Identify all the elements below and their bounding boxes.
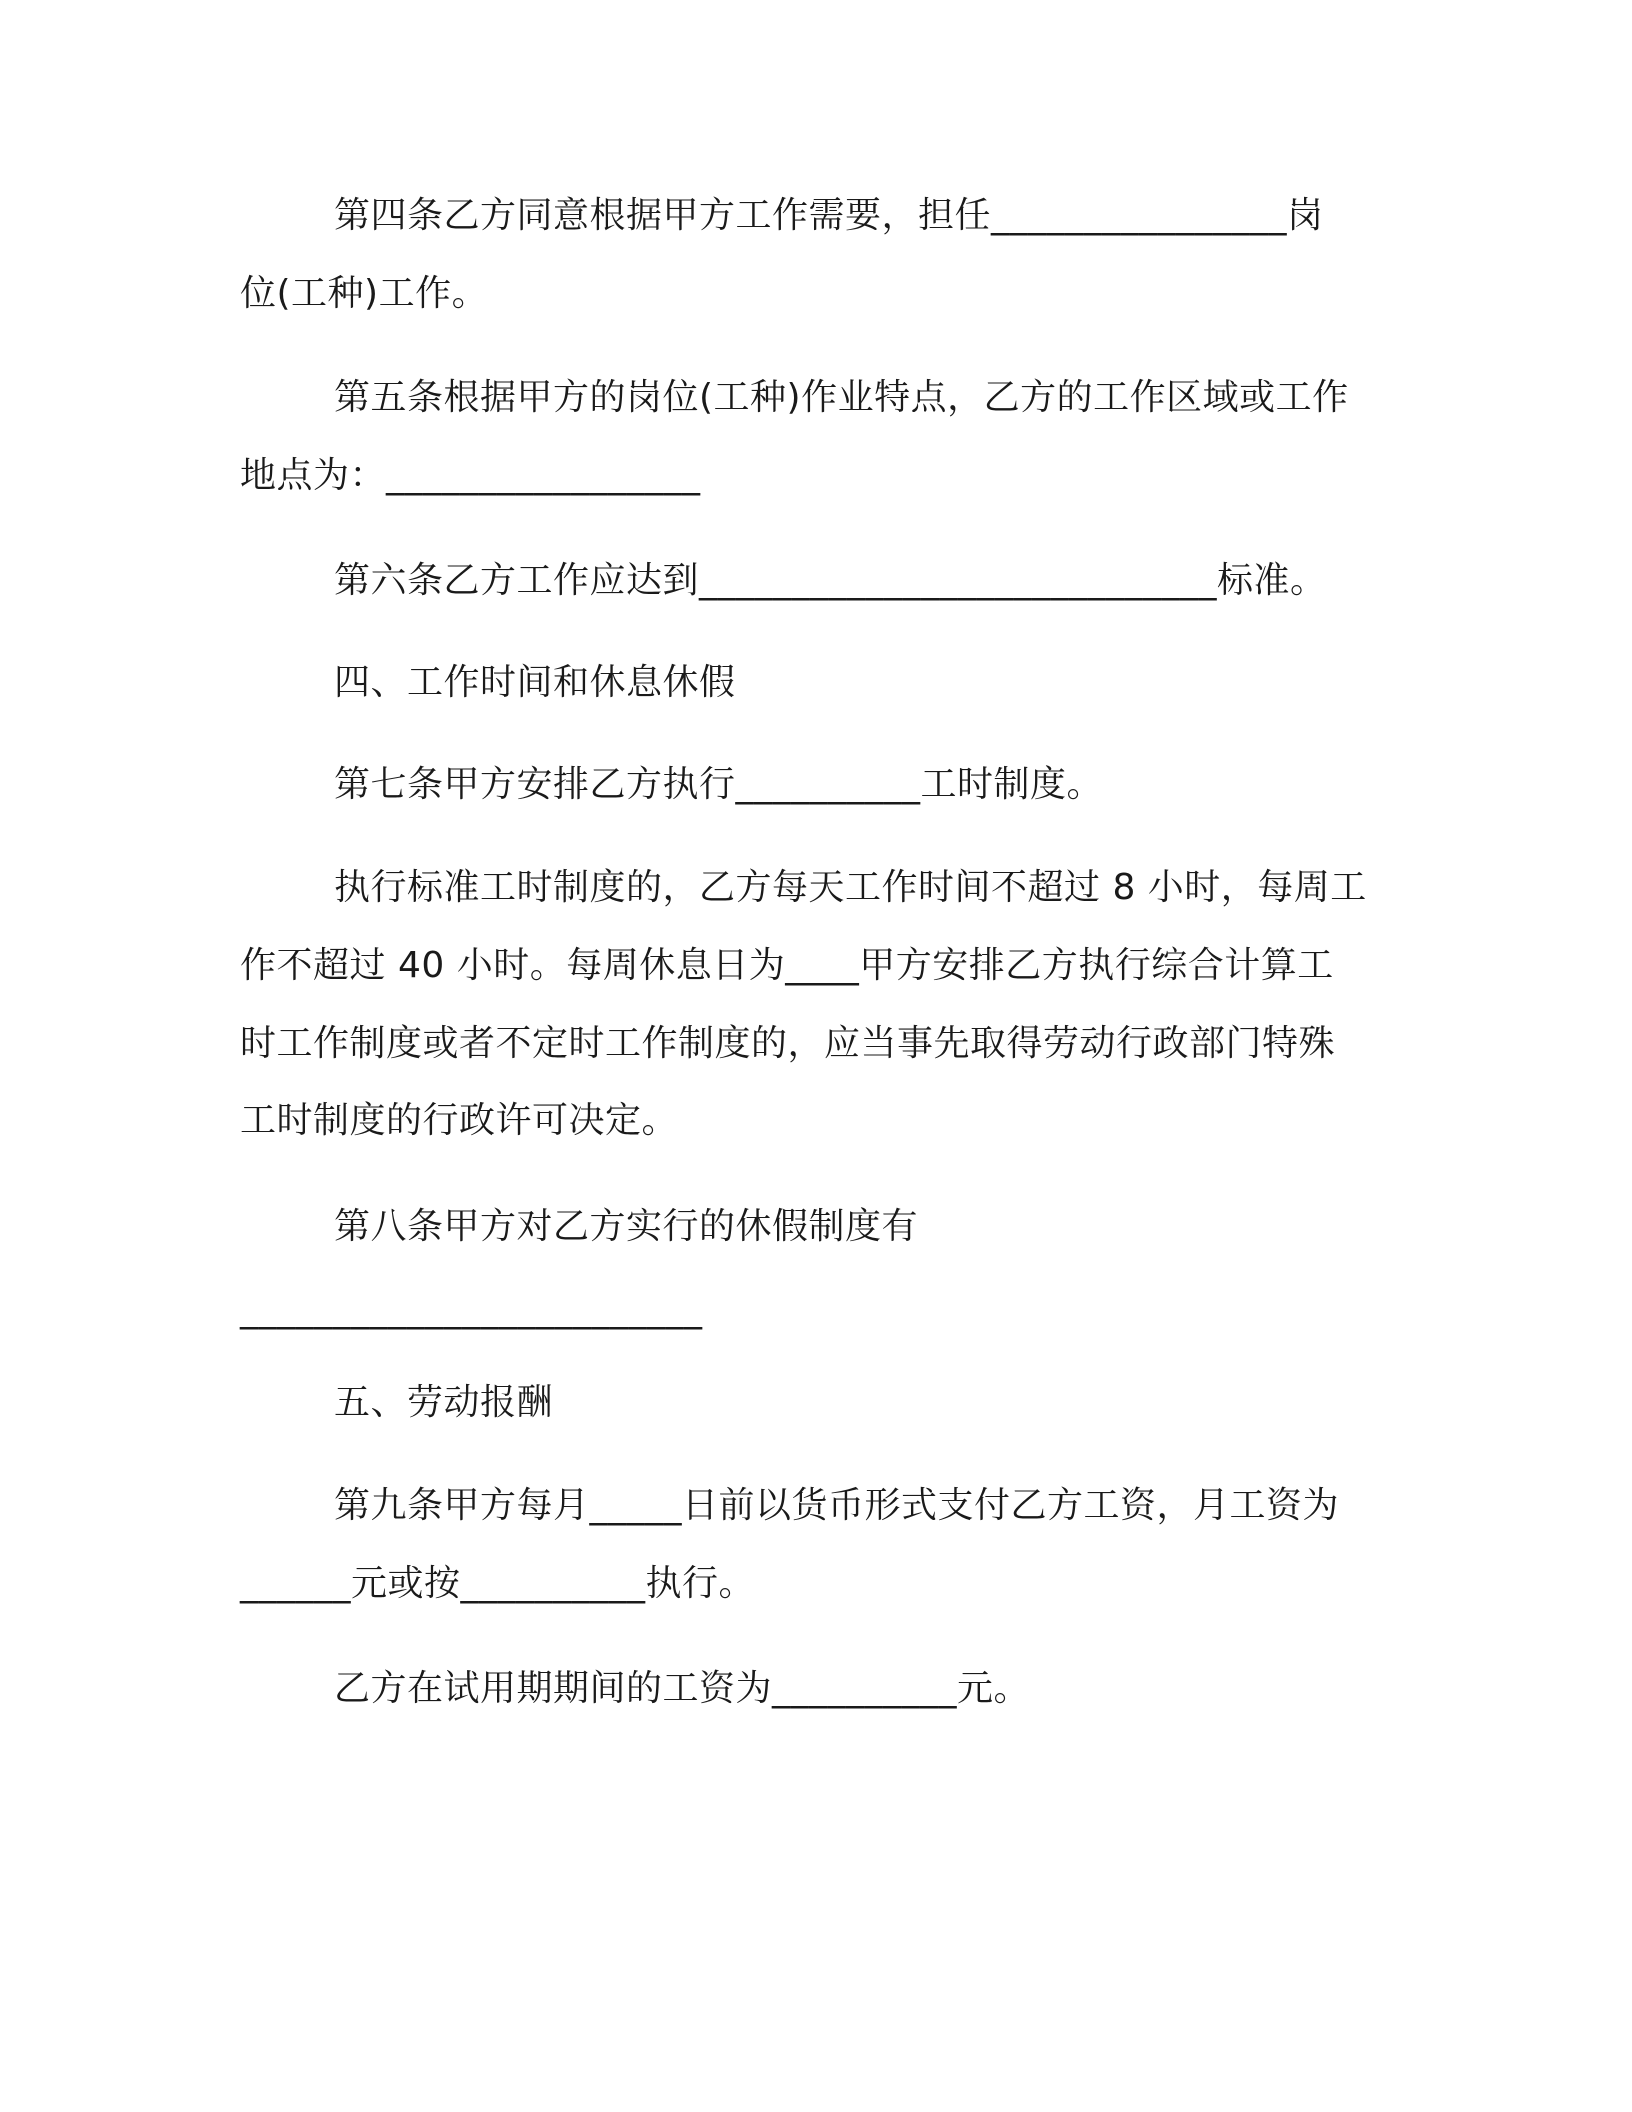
standard-hours-line-4: 工时制度的行政许可决定。 [240,1100,679,1141]
article-5-line-1: 第五条根据甲方的岗位(工种)作业特点，乙方的工作区域或工作 [334,377,1349,418]
article-4-line-2: 位(工种)工作。 [240,273,489,314]
article-8-blank-line: _________________________ [240,1289,703,1330]
article-5-line-2: 地点为：_________________ [240,455,701,496]
article-8-line-1: 第八条甲方对乙方实行的休假制度有 [334,1206,919,1247]
standard-hours-line-1: 执行标准工时制度的，乙方每天工作时间不超过 8 小时，每周工 [334,867,1367,908]
standard-hours-line-2: 作不超过 40 小时。每周休息日为____甲方安排乙方执行综合计算工 [240,945,1334,986]
article-6-line: 第六条乙方工作应达到____________________________标准。 [334,560,1327,601]
article-4-line-1: 第四条乙方同意根据甲方工作需要，担任________________岗 [334,195,1324,236]
article-9-line-2: ______元或按__________执行。 [240,1563,756,1604]
standard-hours-line-3: 时工作制度或者不定时工作制度的，应当事先取得劳动行政部门特殊 [240,1023,1336,1064]
article-9-line-1: 第九条甲方每月_____日前以货币形式支付乙方工资，月工资为 [334,1485,1340,1526]
article-7-line: 第七条甲方安排乙方执行__________工时制度。 [334,764,1104,805]
section-5-heading: 五、劳动报酬 [334,1382,554,1423]
section-4-heading: 四、工作时间和休息休假 [334,662,736,703]
probation-wage-line: 乙方在试用期期间的工资为__________元。 [334,1668,1031,1709]
